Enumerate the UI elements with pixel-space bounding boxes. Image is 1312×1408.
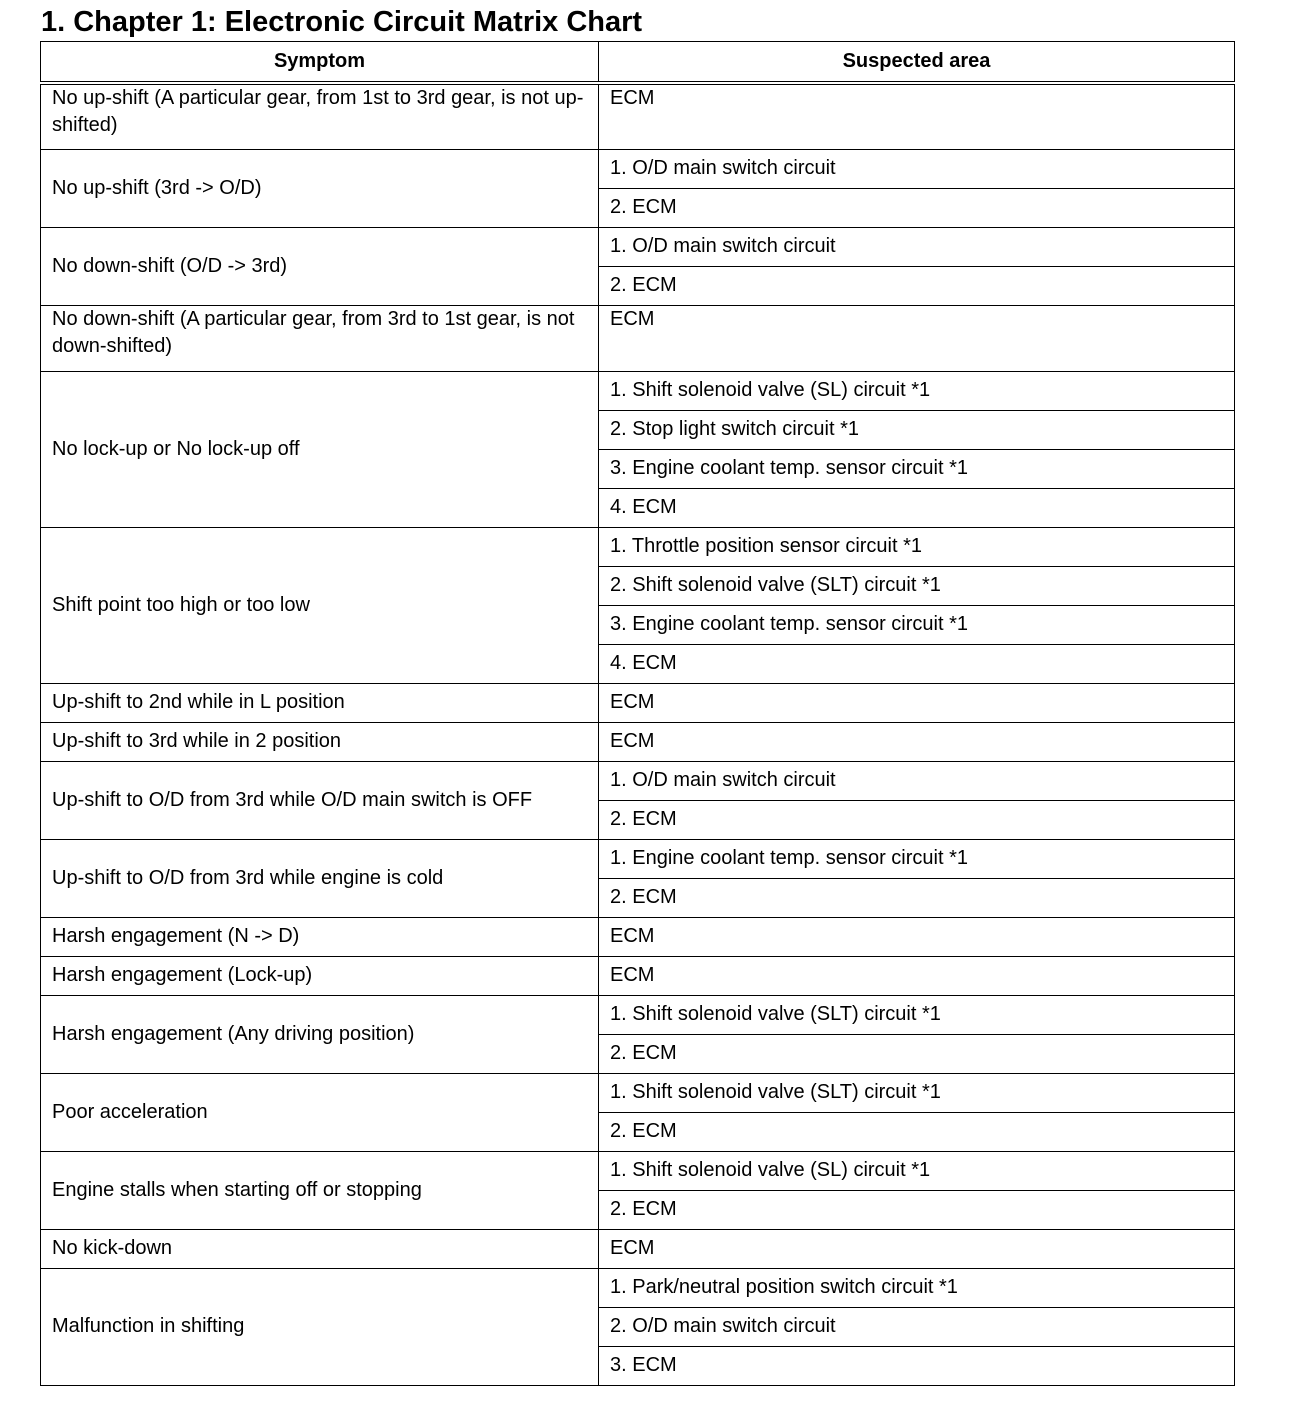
table-header-row: [41, 42, 1235, 84]
table-row: [41, 722, 1235, 761]
suspected-area-cell: 2. O/D main switch circuit: [599, 1307, 1235, 1346]
suspected-area-cell: 2. ECM: [599, 266, 1235, 305]
table-row: [41, 995, 1235, 1034]
table-row: [41, 371, 1235, 410]
suspected-area-cell: 1. O/D main switch circuit: [599, 761, 1235, 800]
symptom-cell: Engine stalls when starting off or stopping: [41, 1151, 599, 1229]
symptom-cell: No lock-up or No lock-up off: [41, 371, 599, 527]
table-row: [41, 1073, 1235, 1112]
symptom-cell: Up-shift to O/D from 3rd while O/D main switch is OFF: [41, 761, 599, 839]
suspected-area-cell: 4. ECM: [599, 644, 1235, 683]
header-symptom: Symptom: [41, 42, 599, 84]
suspected-area-cell: 2. ECM: [599, 188, 1235, 227]
header-suspected-area: Suspected area: [599, 42, 1235, 84]
suspected-area-cell: 2. Shift solenoid valve (SLT) circuit *1: [599, 566, 1235, 605]
symptom-cell: No up-shift (A particular gear, from 1st to 3rd gear, is not up-shifted): [41, 83, 599, 149]
suspected-area-cell: ECM: [599, 683, 1235, 722]
symptom-cell: No up-shift (3rd -> O/D): [41, 149, 599, 227]
suspected-area-cell: ECM: [599, 917, 1235, 956]
symptom-cell: No kick-down: [41, 1229, 599, 1268]
table-row: [41, 761, 1235, 800]
table-row: [41, 956, 1235, 995]
table-row: [41, 917, 1235, 956]
table-row: [41, 149, 1235, 188]
table-row: [41, 305, 1235, 371]
symptom-cell: Harsh engagement (Any driving position): [41, 995, 599, 1073]
table-row: [41, 683, 1235, 722]
symptom-cell: Up-shift to 2nd while in L position: [41, 683, 599, 722]
symptom-cell: Shift point too high or too low: [41, 527, 599, 683]
suspected-area-cell: ECM: [599, 305, 1235, 371]
suspected-area-cell: ECM: [599, 83, 1235, 149]
table-row: [41, 1151, 1235, 1190]
matrix-chart-table: [40, 41, 1235, 1386]
suspected-area-cell: 2. ECM: [599, 878, 1235, 917]
suspected-area-cell: 1. Shift solenoid valve (SLT) circuit *1: [599, 1073, 1235, 1112]
suspected-area-cell: 3. ECM: [599, 1346, 1235, 1385]
suspected-area-cell: 1. Shift solenoid valve (SL) circuit *1: [599, 1151, 1235, 1190]
suspected-area-cell: 1. Shift solenoid valve (SL) circuit *1: [599, 371, 1235, 410]
suspected-area-cell: 2. ECM: [599, 1190, 1235, 1229]
suspected-area-cell: 2. ECM: [599, 800, 1235, 839]
symptom-cell: Poor acceleration: [41, 1073, 599, 1151]
suspected-area-cell: ECM: [599, 722, 1235, 761]
suspected-area-cell: 1. O/D main switch circuit: [599, 149, 1235, 188]
suspected-area-cell: 4. ECM: [599, 488, 1235, 527]
suspected-area-cell: 2. ECM: [599, 1034, 1235, 1073]
suspected-area-cell: 1. Engine coolant temp. sensor circuit *1: [599, 839, 1235, 878]
symptom-cell: Up-shift to O/D from 3rd while engine is cold: [41, 839, 599, 917]
symptom-cell: Up-shift to 3rd while in 2 position: [41, 722, 599, 761]
symptom-cell: No down-shift (O/D -> 3rd): [41, 227, 599, 305]
suspected-area-cell: ECM: [599, 1229, 1235, 1268]
suspected-area-cell: 1. Park/neutral position switch circuit *1: [599, 1268, 1235, 1307]
symptom-cell: No down-shift (A particular gear, from 3rd to 1st gear, is not down-shifted): [41, 305, 599, 371]
suspected-area-cell: ECM: [599, 956, 1235, 995]
table-row: [41, 1268, 1235, 1307]
symptom-cell: Harsh engagement (N -> D): [41, 917, 599, 956]
table-body: [41, 83, 1235, 1385]
table-row: [41, 83, 1235, 149]
suspected-area-cell: 3. Engine coolant temp. sensor circuit *1: [599, 605, 1235, 644]
suspected-area-cell: 2. ECM: [599, 1112, 1235, 1151]
symptom-cell: Malfunction in shifting: [41, 1268, 599, 1385]
table-row: [41, 227, 1235, 266]
suspected-area-cell: 1. Throttle position sensor circuit *1: [599, 527, 1235, 566]
page-title: 1. Chapter 1: Electronic Circuit Matrix Chart: [41, 6, 643, 38]
symptom-cell: Harsh engagement (Lock-up): [41, 956, 599, 995]
suspected-area-cell: 1. Shift solenoid valve (SLT) circuit *1: [599, 995, 1235, 1034]
table-row: [41, 839, 1235, 878]
table-row: [41, 527, 1235, 566]
suspected-area-cell: 2. Stop light switch circuit *1: [599, 410, 1235, 449]
suspected-area-cell: 1. O/D main switch circuit: [599, 227, 1235, 266]
table-row: [41, 1229, 1235, 1268]
suspected-area-cell: 3. Engine coolant temp. sensor circuit *1: [599, 449, 1235, 488]
